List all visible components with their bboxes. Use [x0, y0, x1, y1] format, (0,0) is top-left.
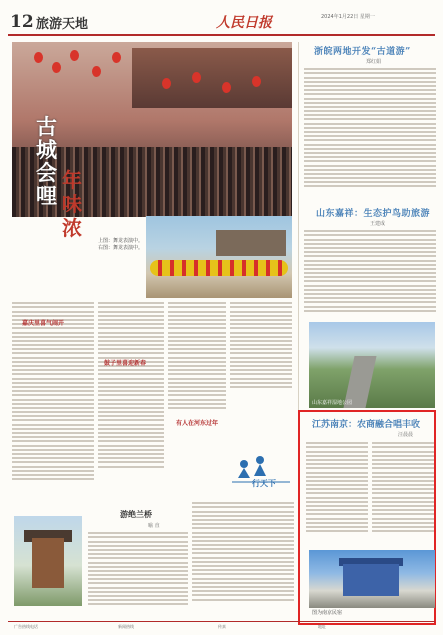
- article-author: 郑红娟: [366, 59, 382, 65]
- article-subhead: 鼓子里喜迎新春: [104, 360, 147, 367]
- page-number: 12: [10, 12, 34, 32]
- footer-item: 广告热线电话: [14, 624, 38, 629]
- article-text: [304, 66, 436, 200]
- article-column-1: [12, 300, 94, 505]
- section-title: 旅游天地: [36, 17, 89, 32]
- highlight-text: [372, 440, 434, 548]
- hero-subtitle: 年味浓: [62, 168, 82, 240]
- homestay-photo: [309, 550, 435, 608]
- wetland-photo-caption: 山东嘉祥湿地公园: [312, 400, 353, 406]
- essay-author: 喻 直: [148, 523, 160, 529]
- essay-text: [192, 500, 294, 618]
- article-subhead: 嘉庆里喜气闹开: [22, 320, 65, 327]
- highlight-author: 汪晨晨: [398, 432, 414, 438]
- column-logo: [230, 448, 292, 492]
- page-header: [8, 10, 435, 36]
- footer-item: 传真: [218, 624, 226, 629]
- logo-text: 行天下: [252, 478, 276, 488]
- highlight-text: [306, 440, 368, 548]
- footer-item: 新闻热线: [118, 624, 134, 629]
- dragon-dance-photo: [146, 216, 292, 298]
- homestay-photo-caption: 图为南京民宿: [312, 610, 343, 616]
- hero-title: 古城会哩: [36, 114, 57, 208]
- article-column-2: [98, 300, 164, 505]
- column-rule: [298, 42, 299, 412]
- wetland-photo: [309, 322, 435, 408]
- masthead-logo: 人民日报: [216, 15, 272, 31]
- article-subhead: 有人在河东过年: [176, 420, 219, 427]
- footer-item: 地址: [318, 624, 326, 629]
- essay-title: 游绝兰桥: [120, 509, 152, 519]
- pavilion-photo: [14, 516, 82, 606]
- essay-text: [88, 530, 188, 618]
- article-headline: 浙皖两地开发“古道游”: [314, 47, 411, 57]
- issue-date: 2024年1月22日 星期一: [321, 14, 375, 20]
- article-headline: 山东嘉祥：生态护鸟助旅游: [316, 209, 431, 219]
- article-author: 王建成: [370, 221, 386, 227]
- dragon-photo-caption: 上图：舞龙表演中。 右图：舞龙表演中。: [98, 238, 144, 251]
- article-column-4: [230, 300, 292, 440]
- article-text: [304, 228, 436, 320]
- page-footer: [8, 621, 435, 631]
- highlight-headline: 江苏南京：农商融合唱丰收: [312, 420, 421, 430]
